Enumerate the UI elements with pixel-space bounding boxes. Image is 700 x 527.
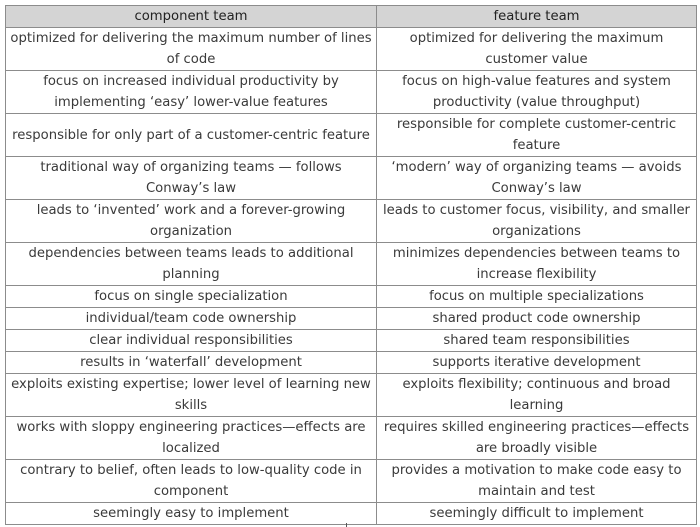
feature-team-cell: provides a motivation to make code easy to maintain and test [377, 460, 697, 503]
component-team-cell: individual/team code ownership [6, 308, 377, 330]
component-team-cell: contrary to belief, often leads to low-quality code in component [6, 460, 377, 503]
table-row [6, 330, 697, 352]
table-row [6, 374, 697, 417]
feature-team-cell: shared team responsibilities [377, 330, 697, 352]
table-row [6, 417, 697, 460]
component-team-cell: seemingly easy to implement [6, 503, 377, 525]
component-team-cell: leads to ‘invented’ work and a forever-growing organization [6, 200, 377, 243]
table-row [6, 503, 697, 525]
table-row [6, 114, 697, 157]
feature-team-cell: exploits flexibility; continuous and broad learning [377, 374, 697, 417]
component-team-cell: clear individual responsibilities [6, 330, 377, 352]
feature-team-cell: requires skilled engineering practices—effects are broadly visible [377, 417, 697, 460]
table-row [6, 28, 697, 71]
component-team-cell: focus on increased individual productivity by implementing ‘easy’ lower-value features [6, 71, 377, 114]
feature-team-cell: leads to customer focus, visibility, and smaller organizations [377, 200, 697, 243]
feature-team-cell: ‘modern’ way of organizing teams — avoids Conway’s law [377, 157, 697, 200]
feature-team-cell: optimized for delivering the maximum customer value [377, 28, 697, 71]
component-team-cell: works with sloppy engineering practices—effects are localized [6, 417, 377, 460]
component-team-cell: dependencies between teams leads to additional planning [6, 243, 377, 286]
component-team-cell: focus on single specialization [6, 286, 377, 308]
feature-team-cell: focus on high-value features and system productivity (value throughput) [377, 71, 697, 114]
component-team-cell: optimized for delivering the maximum number of lines of code [6, 28, 377, 71]
component-team-cell: results in ‘waterfall’ development [6, 352, 377, 374]
table-row [6, 71, 697, 114]
table-row [6, 352, 697, 374]
header-row [6, 6, 697, 28]
component-team-cell: exploits existing expertise; lower level of learning new skills [6, 374, 377, 417]
table-row [6, 200, 697, 243]
comparison-table [5, 5, 697, 525]
table-row [6, 243, 697, 286]
header-feature-team: feature team [377, 6, 697, 28]
header-component-team: component team [6, 6, 377, 28]
feature-team-cell: seemingly difficult to implement [377, 503, 697, 525]
table-row [6, 157, 697, 200]
table-row [6, 308, 697, 330]
component-team-cell: responsible for only part of a customer-centric feature [6, 114, 377, 157]
table-row [6, 460, 697, 503]
feature-team-cell: minimizes dependencies between teams to increase flexibility [377, 243, 697, 286]
feature-team-cell: focus on multiple specializations [377, 286, 697, 308]
feature-team-cell: shared product code ownership [377, 308, 697, 330]
feature-team-cell: responsible for complete customer-centric feature [377, 114, 697, 157]
page-edge-mark [346, 523, 347, 527]
feature-team-cell: supports iterative development [377, 352, 697, 374]
component-team-cell: traditional way of organizing teams — follows Conway’s law [6, 157, 377, 200]
table-row [6, 286, 697, 308]
